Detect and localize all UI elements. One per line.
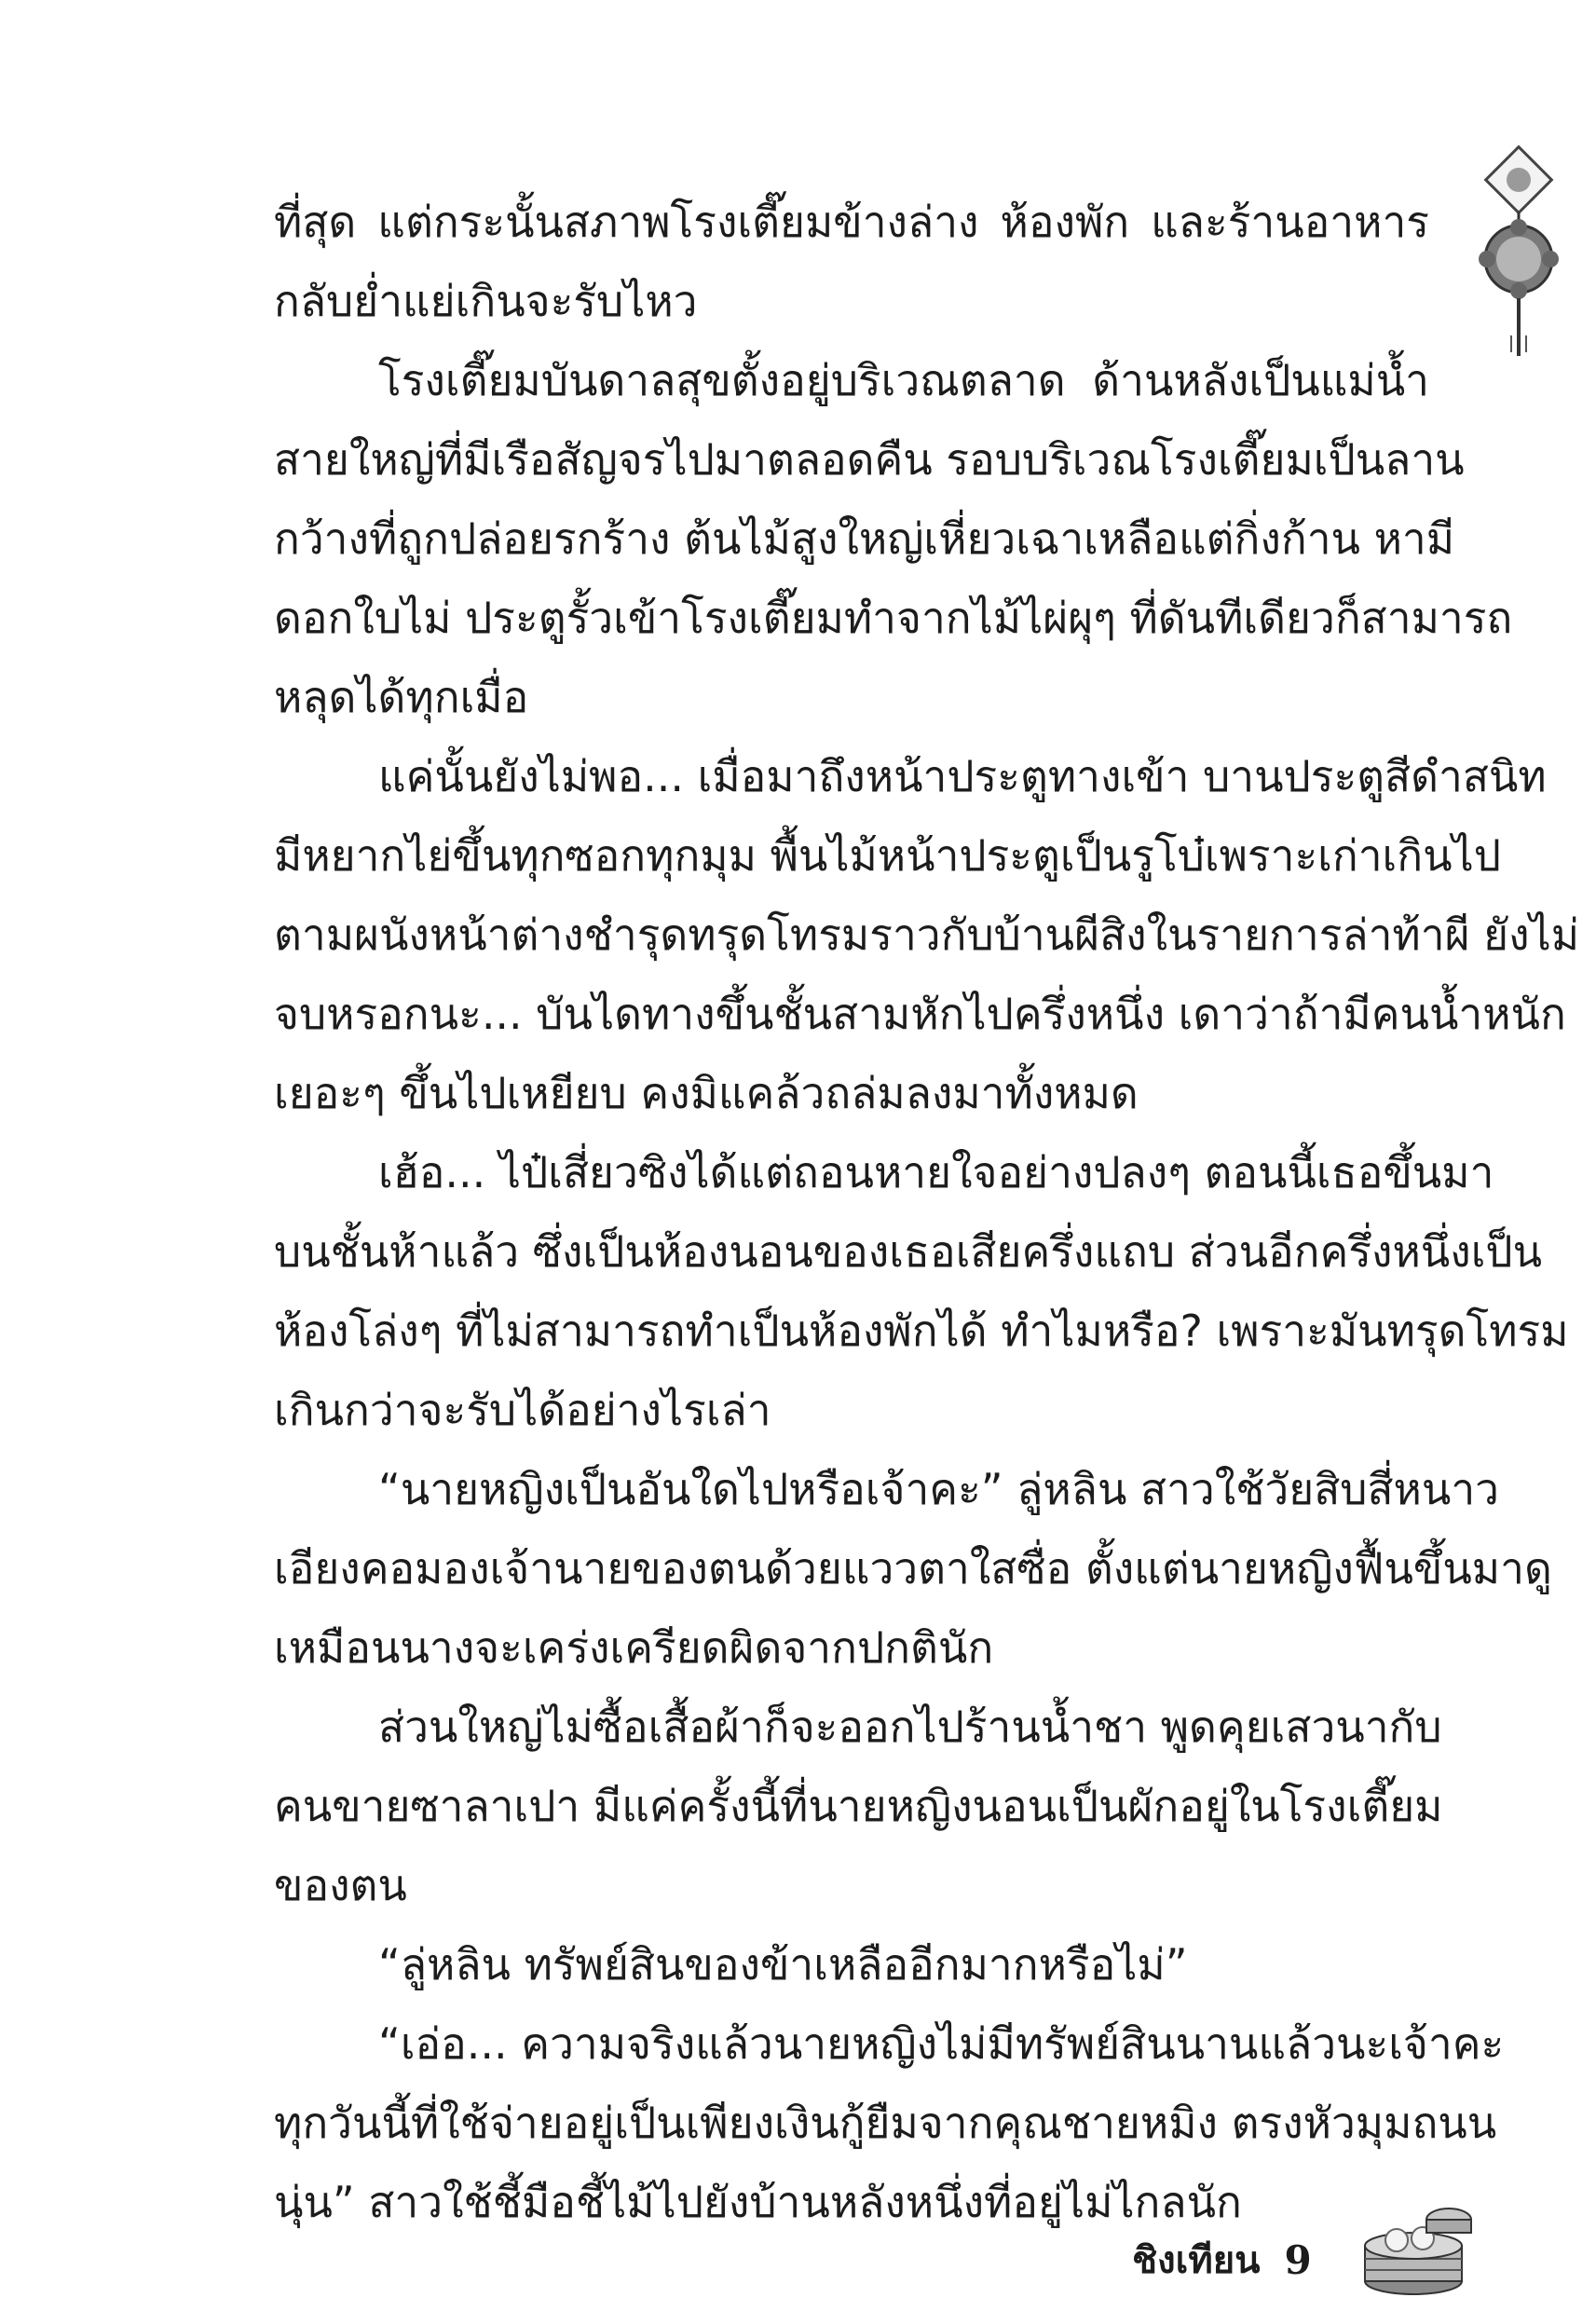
text-line: เยอะๆ ขึ้นไปเหยียบ คงมิแคล้วถล่มลงมาทั้งหมด	[274, 1068, 1139, 1118]
text-line: “ลู่หลิน ทรัพย์สินของข้าเหลืออีกมากหรือไม่”	[378, 1939, 1188, 1990]
bamboo-steamer-dumplings-icon	[1356, 2199, 1477, 2302]
text-line: เกินกว่าจะรับได้อย่างไรเล่า	[274, 1385, 771, 1435]
text-line: หลุดได้ทุกเมื่อ	[274, 672, 529, 722]
text-line: ที่สุด แต่กระนั้นสภาพโรงเตี๊ยมข้างล่าง ห้องพัก และร้านอาหาร	[274, 197, 1429, 247]
text-line: สายใหญ่ที่มีเรือสัญจรไปมาตลอดคืน รอบบริเวณโรงเตี๊ยมเป็นลาน	[274, 434, 1465, 485]
chinese-knot-ornament-icon	[1467, 149, 1570, 363]
text-line: ส่วนใหญ่ไม่ซื้อเสื้อผ้าก็จะออกไปร้านน้ำชา พูดคุยเสวนากับ	[378, 1702, 1442, 1752]
text-line: มีหยากไย่ขึ้นทุกซอกทุกมุม พื้นไม้หน้าประตูเป็นรูโบ๋เพราะเก่าเกินไป	[274, 830, 1501, 881]
text-line: คนขายซาลาเปา มีแค่ครั้งนี้ที่นายหญิงนอนเป็นผักอยู่ในโรงเตี๊ยม	[274, 1781, 1443, 1831]
text-line: ห้องโล่งๆ ที่ไม่สามารถทำเป็นห้องพักได้ ทำไมหรือ? เพราะมันทรุดโทรม	[274, 1306, 1569, 1356]
book-title: ชิงเทียน	[1132, 2238, 1261, 2282]
text-line: นุ่น” สาวใช้ชี้มือชี้ไม้ไปยังบ้านหลังหนึ่งที่อยู่ไม่ไกลนัก	[274, 2177, 1242, 2227]
text-line: “นายหญิงเป็นอันใดไปหรือเจ้าคะ” ลู่หลิน สาวใช้วัยสิบสี่หนาว	[378, 1464, 1499, 1514]
text-line: ดอกใบไม่ ประตูรั้วเข้าโรงเตี๊ยมทำจากไม้ไผ่ผุๆ ที่ดันทีเดียวก็สามารถ	[274, 593, 1513, 643]
page-number: 9	[1284, 2236, 1312, 2283]
text-line: เฮ้อ... ไป๋เสี่ยวซิงได้แต่ถอนหายใจอย่างปลงๆ ตอนนี้เธอขึ้นมา	[378, 1147, 1494, 1197]
page-footer	[1132, 2232, 1312, 2288]
text-line: กว้างที่ถูกปล่อยรกร้าง ต้นไม้สูงใหญ่เหี่ยวเฉาเหลือแต่กิ่งก้าน หามี	[274, 513, 1455, 564]
text-line: โรงเตี๊ยมบันดาลสุขตั้งอยู่บริเวณตลาด ด้านหลังเป็นแม่น้ำ	[378, 355, 1429, 405]
text-line: ของตน	[274, 1860, 407, 1910]
text-line: “เอ่อ... ความจริงแล้วนายหญิงไม่มีทรัพย์สินนานแล้วนะเจ้าคะ	[378, 2018, 1505, 2069]
text-line: จบหรอกนะ... บันไดทางขึ้นชั้นสามหักไปครึ่งหนึ่ง เดาว่าถ้ามีคนน้ำหนัก	[274, 989, 1566, 1039]
body-text	[274, 183, 1580, 2242]
text-line: ทุกวันนี้ที่ใช้จ่ายอยู่เป็นเพียงเงินกู้ยืมจากคุณชายหมิง ตรงหัวมุมถนน	[274, 2098, 1497, 2148]
text-line: กลับย่ำแย่เกินจะรับไหว	[274, 276, 698, 326]
text-line: ตามผนังหน้าต่างชำรุดทรุดโทรมราวกับบ้านผีสิงในรายการล่าท้าผี ยังไม่	[274, 909, 1580, 960]
text-line: แค่นั้นยังไม่พอ... เมื่อมาถึงหน้าประตูทางเข้า บานประตูสีดำสนิท	[378, 751, 1547, 801]
text-line: บนชั้นห้าแล้ว ซึ่งเป็นห้องนอนของเธอเสียครึ่งแถบ ส่วนอีกครึ่งหนึ่งเป็น	[274, 1226, 1543, 1277]
text-line: เหมือนนางจะเคร่งเครียดผิดจากปกตินัก	[274, 1622, 994, 1673]
text-line: เอียงคอมองเจ้านายของตนด้วยแววตาใสซื่อ ตั้งแต่นายหญิงฟื้นขึ้นมาดู	[274, 1543, 1552, 1593]
